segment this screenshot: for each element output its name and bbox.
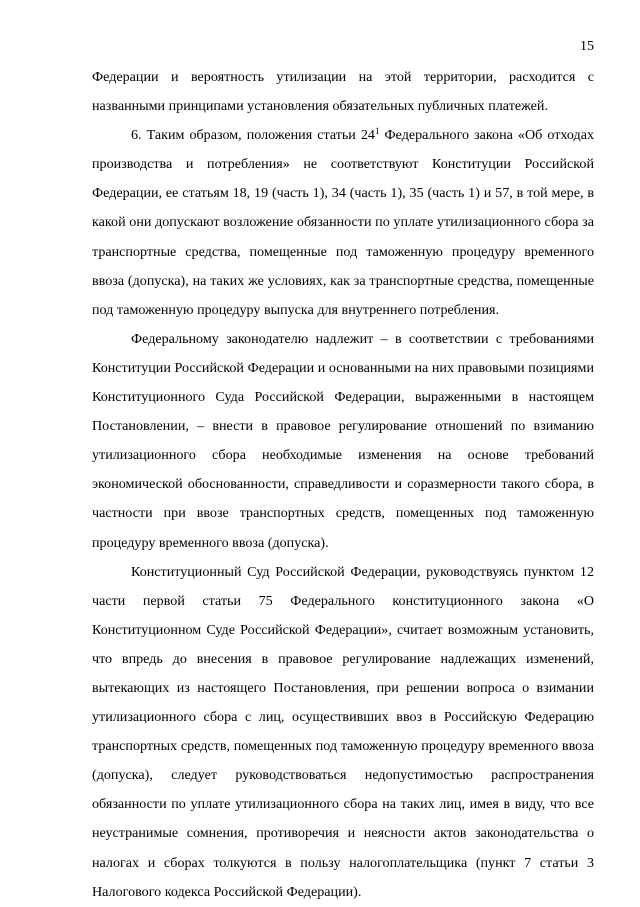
paragraph-item-6-rest: Федерального закона «Об отходах производства и потребления» не соответствуют Конституции Российской Федерации, ее статьям 18, 19 (часть 1), 34 (часть 1), 35 (часть 1) и 57, в той мере, в какой они допускают возложение обязанности по уплате утилизационного сбора за транспортные средства, помещенные под таможенную процедуру временного ввоза (допуска), на таких же условиях, как за транспортные средства, помещенные под таможенную процедуру выпуска для внутреннего потребления. xyxy=(92,127,594,318)
paragraph-legislator-instruction: Федеральному законодателю надлежит – в соответствии с требованиями Конституции Российской Федерации и основанными на них правовыми позициями Конституционного Суда Российской Федерации, выраженными в настоящем Постановлении, – внести в правовое регулирование отношений по взиманию утилизационного сбора необходимые изменения на основе требований экономической обоснованности, справедливости и соразмерности такого сбора, в частности при ввозе транспортных средств, помещенных под таможенную процедуру временного ввоза (допуска). xyxy=(92,330,594,551)
document-body xyxy=(92,63,594,907)
paragraph-item-6 xyxy=(92,121,594,325)
paragraph-continuation: Федерации и вероятность утилизации на этой территории, расходится с названными принципами установления обязательных публичных платежей. xyxy=(92,69,594,115)
page-number: 15 xyxy=(580,39,594,54)
paragraph-court-ruling: Конституционный Суд Российской Федерации, руководствуясь пунктом 12 части первой статьи 75 Федерального конституционного закона «О Конституционном Суде Российской Федерации», считает возможным установить, что впредь до внесения в правовое регулирование надлежащих изменений, вытекающих из настоящего Постановления, при решении вопроса о взимании утилизационного сбора с лиц, осуществивших ввоз в Российскую Федерацию транспортных средств, помещенных под таможенную процедуру временного ввоза (допуска), следует руководствоваться недопустимостью распространения обязанности по уплате утилизационного сбора на таких лиц, имея в виду, что все неустранимые сомнения, противоречия и неясности актов законодательства о налогах и сборах толкуются в пользу налогоплательщика (пункт 7 статьи 3 Налогового кодекса Российской Федерации). xyxy=(92,563,594,900)
paragraph-item-6-lead: 6. Таким образом, положения статьи 24 xyxy=(131,127,375,144)
article-superscript: 1 xyxy=(374,126,380,137)
